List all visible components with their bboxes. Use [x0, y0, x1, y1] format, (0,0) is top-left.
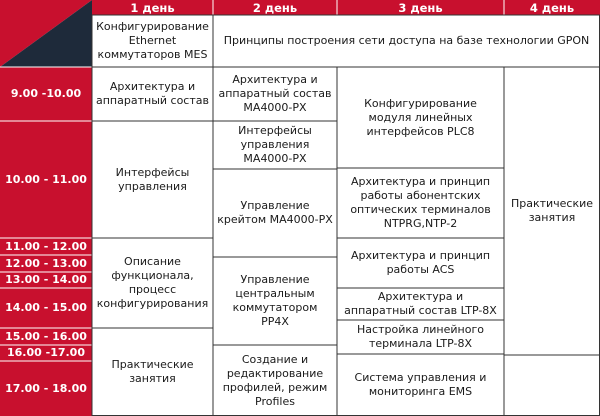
day1-session: Практические занятия — [92, 328, 213, 416]
day1-session: Описание функционала, процесс конфигурирования — [92, 238, 213, 328]
time-slot: 10.00 - 11.00 — [0, 121, 92, 238]
day3-session: Архитектура и аппаратный состав LTP-8X — [337, 288, 504, 320]
time-slot: 13.00 - 14.00 — [0, 272, 92, 288]
intro-days-2-4: Принципы построения сети доступа на базе технологии GPON — [213, 15, 600, 67]
day3-session: Конфигурирование модуля линейных интерфейсов PLC8 — [337, 67, 504, 168]
day1-session: Архитектура и аппаратный состав — [92, 67, 213, 121]
day-header-4: 4 день — [504, 0, 600, 15]
time-slot: 11.00 - 12.00 — [0, 238, 92, 255]
time-slot: 17.00 - 18.00 — [0, 361, 92, 416]
day2-session: Архитектура и аппаратный состав MA4000-PX — [213, 67, 337, 121]
day3-session: Система управления и мониторинга EMS — [337, 354, 504, 416]
day4-empty-cell — [504, 355, 600, 416]
day-header-3: 3 день — [337, 0, 504, 15]
day-header-2: 2 день — [213, 0, 337, 15]
day1-session: Интерфейсы управления — [92, 121, 213, 238]
day2-session: Интерфейсы управления MA4000-PX — [213, 121, 337, 169]
time-slot: 12.00 - 13.00 — [0, 255, 92, 272]
day-header-1: 1 день — [92, 0, 213, 15]
time-slot: 16.00 -17.00 — [0, 345, 92, 361]
intro-day1: Конфигурирование Ethernet коммутаторов MES — [92, 15, 213, 67]
day3-session: Архитектура и принцип работы ACS — [337, 238, 504, 288]
time-slot: 15.00 - 16.00 — [0, 328, 92, 345]
time-slot: 14.00 - 15.00 — [0, 288, 92, 328]
time-slot: 9.00 -10.00 — [0, 67, 92, 121]
day2-session: Управление центральным коммутатором PP4X — [213, 257, 337, 345]
corner-cell — [0, 0, 92, 67]
day3-session: Настройка линейного терминала LTP-8X — [337, 320, 504, 354]
day2-session: Создание и редактирование профилей, режим Profiles — [213, 345, 337, 416]
day2-session: Управление крейтом MA4000-PX — [213, 169, 337, 257]
day3-session: Архитектура и принцип работы абонентских оптических терминалов NTPRG,NTP-2 — [337, 168, 504, 238]
day4-session: Практические занятия — [504, 67, 600, 355]
